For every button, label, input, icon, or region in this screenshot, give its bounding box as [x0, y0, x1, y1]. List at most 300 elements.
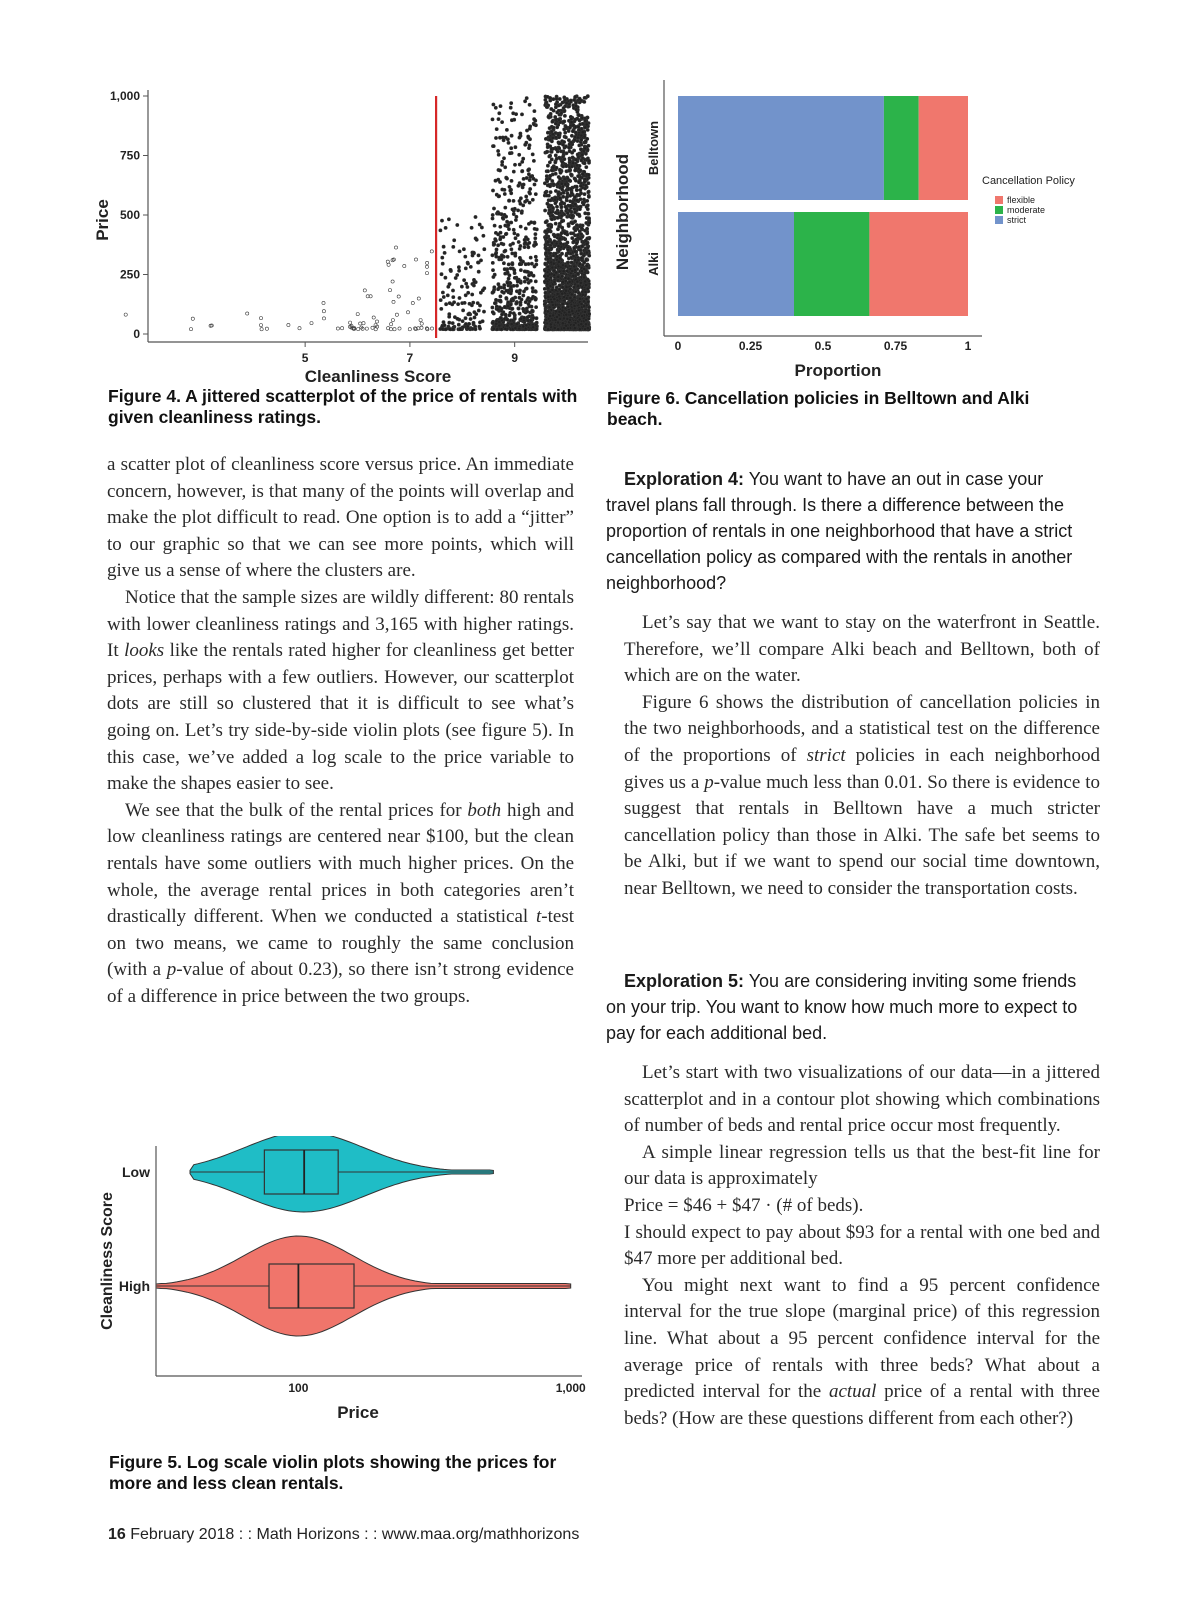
scatter-point	[356, 313, 359, 316]
scatter-point	[456, 317, 459, 320]
scatter-point	[393, 328, 396, 331]
scatter-point	[565, 126, 568, 129]
scatter-point	[559, 142, 562, 145]
scatter-point	[495, 128, 498, 131]
scatter-point	[518, 247, 521, 250]
scatter-point	[554, 318, 557, 321]
stacked-bars	[678, 96, 968, 316]
scatter-point	[581, 116, 584, 119]
scatter-point	[560, 214, 563, 217]
scatter-point	[584, 290, 587, 293]
scatter-point	[452, 296, 455, 299]
scatter-point	[581, 314, 584, 317]
figure-4-scatterplot	[88, 80, 608, 390]
scatter-point	[551, 241, 554, 244]
scatter-point	[492, 207, 495, 210]
scatter-point	[494, 179, 497, 182]
scatter-point	[426, 261, 429, 264]
scatter-point	[587, 195, 590, 198]
scatter-point	[524, 227, 527, 230]
scatter-point	[507, 228, 510, 231]
scatter-point	[504, 166, 507, 169]
scatter-points	[124, 95, 591, 331]
scatter-point	[552, 98, 555, 101]
scatter-point	[510, 323, 513, 326]
paragraph	[107, 585, 574, 798]
scatter-point	[563, 109, 566, 112]
scatter-point	[568, 158, 571, 161]
scatter-point	[525, 324, 528, 327]
scatter-point	[514, 146, 517, 149]
scatter-point	[547, 115, 550, 118]
scatter-point	[567, 248, 570, 251]
scatter-point	[587, 173, 590, 176]
scatter-point	[518, 163, 521, 166]
scatter-point	[551, 214, 554, 217]
scatter-point	[430, 250, 433, 253]
scatter-point	[577, 309, 580, 312]
scatter-point	[523, 270, 526, 273]
scatter-point	[574, 290, 577, 293]
scatter-point	[471, 293, 474, 296]
scatter-point	[511, 242, 514, 245]
scatter-point	[568, 150, 571, 153]
scatter-point	[560, 182, 563, 185]
scatter-point	[573, 265, 576, 268]
scatter-point	[553, 327, 556, 330]
scatter-point	[574, 96, 577, 99]
scatter-point	[458, 296, 461, 299]
scatter-point	[570, 293, 573, 296]
figure-5-violin-plot	[92, 1136, 602, 1426]
scatter-point	[504, 206, 507, 209]
scatter-point	[562, 165, 565, 168]
scatter-point	[531, 153, 534, 156]
scatter-point	[568, 280, 571, 283]
scatter-point	[516, 233, 519, 236]
page-number: 16	[108, 1526, 126, 1543]
scatter-point	[546, 202, 549, 205]
scatter-point	[567, 129, 570, 132]
scatter-point	[556, 255, 559, 258]
scatter-point	[545, 151, 548, 154]
scatter-point	[510, 248, 513, 251]
scatter-point	[584, 119, 587, 122]
scatter-point	[543, 303, 546, 306]
scatter-point	[557, 306, 560, 309]
bar-segment-flexible	[869, 212, 968, 316]
scatter-point	[514, 237, 517, 240]
scatter-point	[574, 229, 577, 232]
scatter-point	[558, 156, 561, 159]
scatter-point	[574, 203, 577, 206]
scatter-point	[586, 95, 589, 98]
scatter-point	[554, 122, 557, 125]
scatter-point	[518, 312, 521, 315]
scatter-point	[567, 146, 570, 149]
scatter-point	[451, 322, 454, 325]
scatter-point	[441, 327, 444, 330]
scatter-point	[449, 269, 452, 272]
scatter-point	[525, 176, 528, 179]
x-tick-label: 5	[301, 351, 309, 365]
paragraph: Let’s start with two visualizations of our data—in a jittered scatterplot and in a contour plot showing which combinations of number of beds and rental price occur most frequently.	[624, 1062, 1100, 1137]
text-run: We see that the bulk of the rental prices for	[125, 799, 468, 821]
scatter-point	[568, 126, 571, 129]
scatter-point	[545, 105, 548, 108]
scatter-point	[461, 320, 464, 323]
scatter-point	[561, 292, 564, 295]
scatter-point	[391, 280, 394, 283]
scatter-point	[544, 262, 547, 265]
scatter-point	[518, 153, 521, 156]
scatter-point	[580, 134, 583, 137]
category-label: Low	[122, 1164, 150, 1180]
scatter-point	[510, 119, 513, 122]
scatter-point	[474, 328, 477, 331]
scatter-point	[440, 307, 443, 310]
scatter-point	[505, 215, 508, 218]
scatter-point	[585, 166, 588, 169]
scatter-point	[506, 318, 509, 321]
box	[269, 1264, 354, 1308]
scatter-point	[498, 212, 501, 215]
scatter-point	[522, 157, 525, 160]
scatter-point	[551, 288, 554, 291]
scatter-point	[578, 208, 581, 211]
scatter-point	[521, 169, 524, 172]
scatter-point	[564, 232, 567, 235]
scatter-point	[550, 150, 553, 153]
scatter-point	[564, 131, 567, 134]
scatter-point	[579, 169, 582, 172]
scatter-point	[447, 218, 450, 221]
scatter-point	[571, 156, 574, 159]
scatter-point	[575, 185, 578, 188]
violin-low	[190, 1136, 493, 1212]
legend	[982, 175, 1075, 225]
y-axis-label: Cleanliness Score	[99, 1192, 116, 1330]
scatter-point	[550, 261, 553, 264]
scatter-point	[501, 290, 504, 293]
scatter-point	[565, 254, 568, 257]
scatter-point	[509, 292, 512, 295]
scatter-point	[583, 310, 586, 313]
legend-label: strict	[1007, 215, 1026, 225]
scatter-point	[445, 303, 448, 306]
scatter-point	[482, 234, 485, 237]
scatter-point	[523, 316, 526, 319]
figure-5-caption: Figure 5. Log scale violin plots showing the prices for more and less clean rentals.	[109, 1452, 557, 1493]
scatter-point	[442, 295, 445, 298]
scatter-point	[546, 310, 549, 313]
scatter-point	[574, 259, 577, 262]
scatter-point	[502, 262, 505, 265]
x-tick-label: 0.25	[738, 339, 763, 353]
scatter-point	[578, 262, 581, 265]
scatter-point	[525, 141, 528, 144]
scatter-point	[573, 327, 576, 330]
scatter-point	[504, 327, 507, 330]
scatter-point	[575, 158, 578, 161]
scatter-point	[581, 286, 584, 289]
scatter-point	[580, 227, 583, 230]
scatter-point	[586, 327, 589, 330]
scatter-point	[403, 264, 406, 267]
scatter-point	[467, 313, 470, 316]
scatter-point	[512, 228, 515, 231]
scatter-point	[556, 126, 559, 129]
scatter-point	[555, 315, 558, 318]
bar-segment-strict	[678, 212, 794, 316]
scatter-point	[394, 246, 397, 249]
scatter-point	[414, 258, 417, 261]
scatter-point	[451, 328, 454, 331]
scatter-point	[522, 177, 525, 180]
scatter-point	[287, 323, 290, 326]
scatter-point	[522, 183, 525, 186]
scatter-point	[546, 275, 549, 278]
scatter-point	[532, 326, 535, 329]
scatter-point	[558, 310, 561, 313]
scatter-point	[580, 270, 583, 273]
scatter-point	[534, 298, 537, 301]
scatter-point	[556, 216, 559, 219]
scatter-point	[558, 295, 561, 298]
scatter-point	[452, 245, 455, 248]
scatter-point	[497, 244, 500, 247]
scatter-point	[561, 302, 564, 305]
scatter-point	[581, 293, 584, 296]
scatter-point	[510, 134, 513, 137]
scatter-point	[336, 327, 339, 330]
scatter-point	[549, 315, 552, 318]
scatter-point	[298, 327, 301, 330]
scatter-point	[587, 217, 590, 220]
scatter-point	[456, 273, 459, 276]
scatter-point	[527, 296, 530, 299]
scatter-point	[554, 211, 557, 214]
scatter-point	[531, 287, 534, 290]
scatter-point	[572, 240, 575, 243]
scatter-point	[570, 261, 573, 264]
scatter-point	[510, 179, 513, 182]
scatter-point	[430, 327, 433, 330]
scatter-point	[493, 302, 496, 305]
text-run: Notice that the sample sizes are wildly different: 80 rentals with lower cleanliness ratings and 3,165 with higher ratings. It	[107, 586, 574, 662]
scatter-point	[451, 289, 454, 292]
figure-4-caption: Figure 4. A jittered scatterplot of the price of rentals with given cleanliness ratings.	[108, 386, 578, 427]
scatter-point	[571, 214, 574, 217]
scatter-point	[517, 307, 520, 310]
scatter-point	[494, 106, 497, 109]
scatter-point	[515, 301, 518, 304]
scatter-point	[501, 255, 504, 258]
scatter-point	[371, 326, 374, 329]
scatter-point	[534, 119, 537, 122]
scatter-point	[535, 306, 538, 309]
scatter-point	[467, 291, 470, 294]
scatter-point	[259, 324, 262, 327]
legend-swatch	[995, 206, 1003, 214]
scatter-point	[246, 312, 249, 315]
scatter-point	[458, 269, 461, 272]
scatter-point	[357, 328, 360, 331]
scatter-point	[532, 316, 535, 319]
scatter-point	[563, 140, 566, 143]
scatter-point	[571, 237, 574, 240]
scatter-point	[466, 285, 469, 288]
scatter-point	[560, 201, 563, 204]
scatter-point	[491, 261, 494, 264]
scatter-point	[545, 101, 548, 104]
text-run: high and low cleanliness ratings are centered near $100, but the clean rentals have some outliers with much higher prices. On the whole, the average rental prices in both categories aren’t drastically different. When we conducted a statistical	[107, 799, 574, 928]
scatter-point	[506, 324, 509, 327]
left-column-text	[107, 452, 574, 1010]
scatter-point	[483, 248, 486, 251]
scatter-point	[585, 251, 588, 254]
scatter-point	[476, 261, 479, 264]
scatter-point	[482, 310, 485, 313]
scatter-point	[565, 286, 568, 289]
scatter-point	[492, 327, 495, 330]
scatter-point	[511, 307, 514, 310]
scatter-point	[477, 254, 480, 257]
scatter-point	[564, 276, 567, 279]
scatter-point	[544, 251, 547, 254]
text-run: Figure 6 shows the distribution of cancellation policies in the two neighborhoods, and a statistical test on the difference of the proportions of	[624, 691, 1100, 766]
scatter-point	[442, 245, 445, 248]
scatter-point	[557, 233, 560, 236]
scatter-point	[504, 249, 507, 252]
scatter-point	[572, 274, 575, 277]
scatter-point	[502, 157, 505, 160]
scatter-point	[496, 308, 499, 311]
scatter-point	[408, 328, 411, 331]
right-column-text-1	[624, 610, 1100, 903]
scatter-point	[359, 322, 362, 325]
scatter-point	[513, 207, 516, 210]
scatter-point	[439, 229, 442, 232]
scatter-point	[534, 233, 537, 236]
exploration-text: You want to have an out in case your travel plans fall through. Is there a difference between the proportion of rentals in one neighborhood that have a strict cancellation policy as compared with the rentals in another neighborhood?	[606, 469, 1073, 593]
paragraph: Let’s say that we want to stay on the waterfront in Seattle. Therefore, we’ll compare Alki beach and Belltown, both of which are on the water.	[624, 612, 1100, 687]
scatter-point	[574, 118, 577, 121]
scatter-point	[189, 328, 192, 331]
scatter-point	[534, 290, 537, 293]
scatter-point	[406, 311, 409, 314]
scatter-point	[510, 192, 513, 195]
scatter-point	[567, 261, 570, 264]
scatter-point	[545, 319, 548, 322]
scatter-point	[586, 212, 589, 215]
scatter-point	[515, 284, 518, 287]
scatter-point	[511, 263, 514, 266]
scatter-point	[545, 194, 548, 197]
scatter-point	[534, 280, 537, 283]
scatter-point	[529, 125, 532, 128]
scatter-point	[547, 328, 550, 331]
scatter-point	[520, 211, 523, 214]
scatter-point	[365, 327, 368, 330]
scatter-point	[549, 97, 552, 100]
scatter-point	[390, 323, 393, 326]
scatter-point	[548, 161, 551, 164]
scatter-point	[518, 136, 521, 139]
scatter-point	[462, 248, 465, 251]
x-ticks	[288, 1381, 586, 1395]
scatter-point	[322, 317, 325, 320]
scatter-point	[478, 327, 481, 330]
scatter-point	[544, 209, 547, 212]
scatter-point	[576, 224, 579, 227]
scatter-point	[587, 191, 590, 194]
scatter-point	[498, 195, 501, 198]
scatter-point	[567, 277, 570, 280]
scatter-point	[441, 291, 444, 294]
exploration-4	[606, 466, 1082, 596]
scatter-point	[582, 203, 585, 206]
scatter-point	[580, 159, 583, 162]
scatter-point	[551, 206, 554, 209]
scatter-point	[514, 327, 517, 330]
scatter-point	[580, 127, 583, 130]
scatter-point	[499, 105, 502, 108]
scatter-point	[498, 286, 501, 289]
scatter-point	[514, 218, 517, 221]
scatter-point	[576, 280, 579, 283]
emphasis: actual	[828, 1381, 877, 1403]
scatter-point	[498, 324, 501, 327]
scatter-point	[507, 224, 510, 227]
scatter-point	[571, 310, 574, 313]
scatter-point	[582, 198, 585, 201]
scatter-point	[362, 322, 365, 325]
scatter-point	[557, 265, 560, 268]
scatter-point	[498, 321, 501, 324]
scatter-point	[533, 227, 536, 230]
scatter-point	[573, 250, 576, 253]
scatter-point	[580, 138, 583, 141]
scatter-point	[519, 281, 522, 284]
scatter-point	[512, 170, 515, 173]
scatter-point	[464, 294, 467, 297]
scatter-point	[579, 237, 582, 240]
scatter-point	[566, 302, 569, 305]
scatter-point	[571, 130, 574, 133]
scatter-point	[583, 162, 586, 165]
scatter-point	[578, 97, 581, 100]
scatter-point	[544, 230, 547, 233]
scatter-point	[527, 262, 530, 265]
scatter-point	[470, 226, 473, 229]
scatter-point	[518, 327, 521, 330]
scatter-point	[503, 284, 506, 287]
scatter-point	[499, 231, 502, 234]
scatter-point	[527, 246, 530, 249]
scatter-point	[475, 313, 478, 316]
scatter-point	[549, 191, 552, 194]
scatter-point	[578, 194, 581, 197]
legend-label: flexible	[1007, 195, 1036, 205]
scatter-point	[444, 328, 447, 331]
scatter-point	[565, 102, 568, 105]
scatter-point	[552, 126, 555, 129]
scatter-point	[535, 328, 538, 331]
scatter-point	[525, 307, 528, 310]
paragraph	[107, 798, 574, 1011]
scatter-point	[440, 273, 443, 276]
